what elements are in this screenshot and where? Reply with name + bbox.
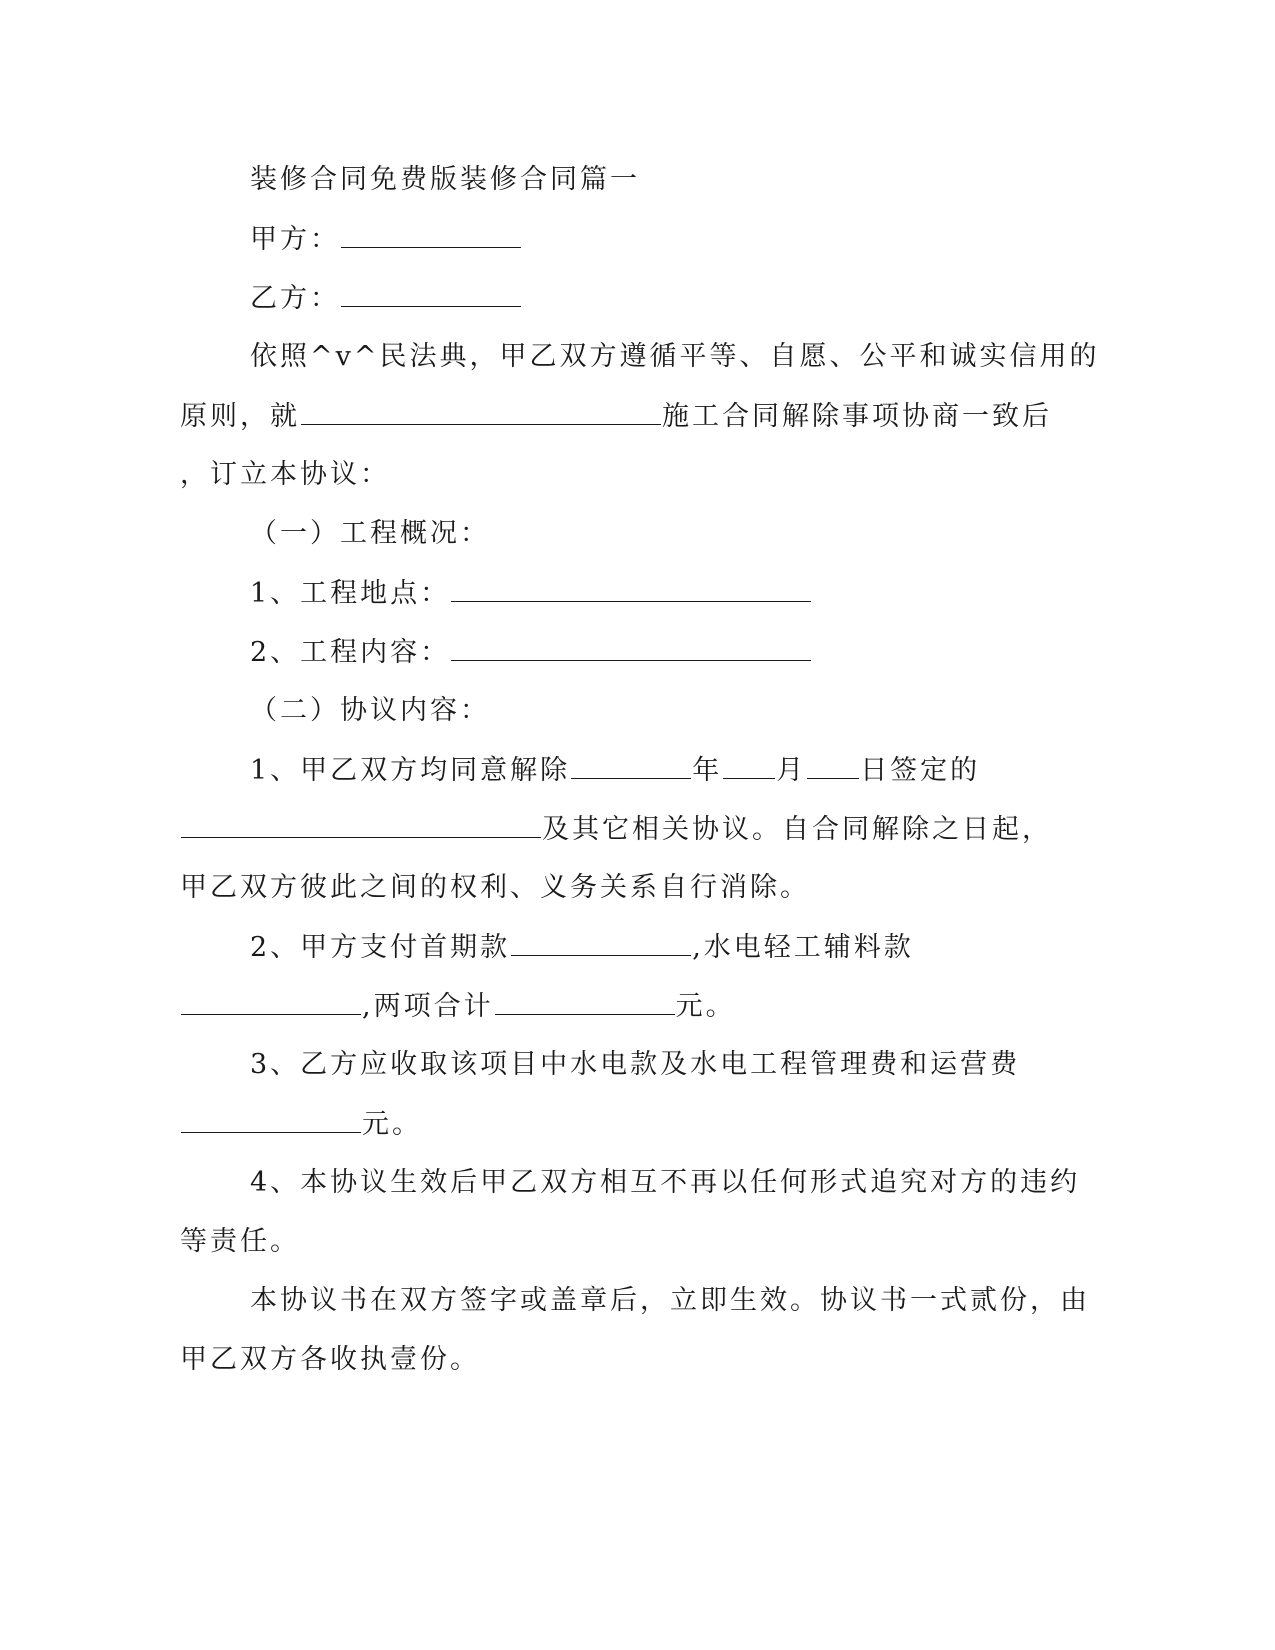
section-2-heading <box>0 691 1275 731</box>
month-blank[interactable] <box>723 750 775 779</box>
clause-1-text-c: 甲乙双方彼此之间的权利、义务关系自行消除。 <box>180 872 810 903</box>
day-label: 日签定的 <box>860 755 981 786</box>
year-label: 年 <box>692 755 723 786</box>
content-blank[interactable] <box>451 632 811 661</box>
clause-3-line-1 <box>0 1045 1275 1085</box>
clause-4-line-2 <box>0 1222 1275 1262</box>
content-line <box>0 632 1275 672</box>
clause-2-text-b: ,水电轻工辅料款 <box>692 932 914 963</box>
party-b-blank[interactable] <box>341 278 521 307</box>
site-label: 1、工程地点： <box>250 578 451 609</box>
clause-3-text-b: 元。 <box>362 1109 422 1140</box>
party-a-line <box>0 219 1275 259</box>
clause-1-line-3 <box>0 868 1275 908</box>
party-a-label: 甲方： <box>250 224 340 255</box>
intro-text-2b: 施工合同解除事项协商一致后 <box>662 401 1052 432</box>
party-b-line <box>0 278 1275 318</box>
document-title <box>0 160 1275 200</box>
clause-2-line-2 <box>0 986 1275 1026</box>
clause-2-line-1 <box>0 927 1275 967</box>
clause-2-text-a: 2、甲方支付首期款 <box>250 932 511 963</box>
final-text-b: 甲乙双方各收执壹份。 <box>180 1344 480 1375</box>
site-blank[interactable] <box>451 573 811 602</box>
party-a-blank[interactable] <box>341 219 521 248</box>
section-1-heading <box>0 514 1275 554</box>
total-blank[interactable] <box>495 986 675 1015</box>
intro-line-1 <box>0 337 1275 377</box>
section-1-heading-text: （一）工程概况： <box>250 518 490 549</box>
section-2-heading-text: （二）协议内容： <box>250 695 490 726</box>
final-line-1 <box>0 1281 1275 1321</box>
clause-1-text-b: 及其它相关协议。自合同解除之日起， <box>542 814 1052 845</box>
project-name-blank[interactable] <box>301 396 661 425</box>
intro-line-2 <box>0 396 1275 436</box>
intro-text-2a: 原则，就 <box>180 401 300 432</box>
clause-1-text-a: 1、甲乙双方均同意解除 <box>250 755 571 786</box>
clause-1-line-2 <box>0 809 1275 849</box>
final-text-a: 本协议书在双方签字或盖章后，立即生效。协议书一式贰份，由 <box>250 1285 1090 1316</box>
operating-fee-blank[interactable] <box>181 1104 361 1133</box>
clause-2-text-d: 元。 <box>675 991 736 1022</box>
intro-text-3: ，订立本协议： <box>180 459 390 490</box>
month-label: 月 <box>776 755 807 786</box>
party-b-label: 乙方： <box>250 283 340 314</box>
site-line <box>0 573 1275 613</box>
clause-2-text-c: ,两项合计 <box>362 991 494 1022</box>
year-blank[interactable] <box>571 750 691 779</box>
first-payment-blank[interactable] <box>511 927 691 956</box>
clause-1-line-1 <box>0 750 1275 790</box>
clause-3-line-2 <box>0 1104 1275 1144</box>
clause-4-text-b: 等责任。 <box>180 1226 300 1257</box>
clause-3-text-a: 3、乙方应收取该项目中水电款及水电工程管理费和运营费 <box>250 1049 1021 1080</box>
final-line-2 <box>0 1340 1275 1380</box>
intro-text-1: 依照^v^民法典，甲乙双方遵循平等、自愿、公平和诚实信用的 <box>250 341 1100 372</box>
contract-name-blank[interactable] <box>181 809 541 838</box>
materials-payment-blank[interactable] <box>181 986 361 1015</box>
day-blank[interactable] <box>807 750 859 779</box>
content-label: 2、工程内容： <box>250 637 451 668</box>
clause-4-text-a: 4、本协议生效后甲乙双方相互不再以任何形式追究对方的违约 <box>250 1167 1081 1198</box>
intro-line-3 <box>0 455 1275 495</box>
clause-4-line-1 <box>0 1163 1275 1203</box>
title-text: 装修合同免费版装修合同篇一 <box>250 164 640 195</box>
